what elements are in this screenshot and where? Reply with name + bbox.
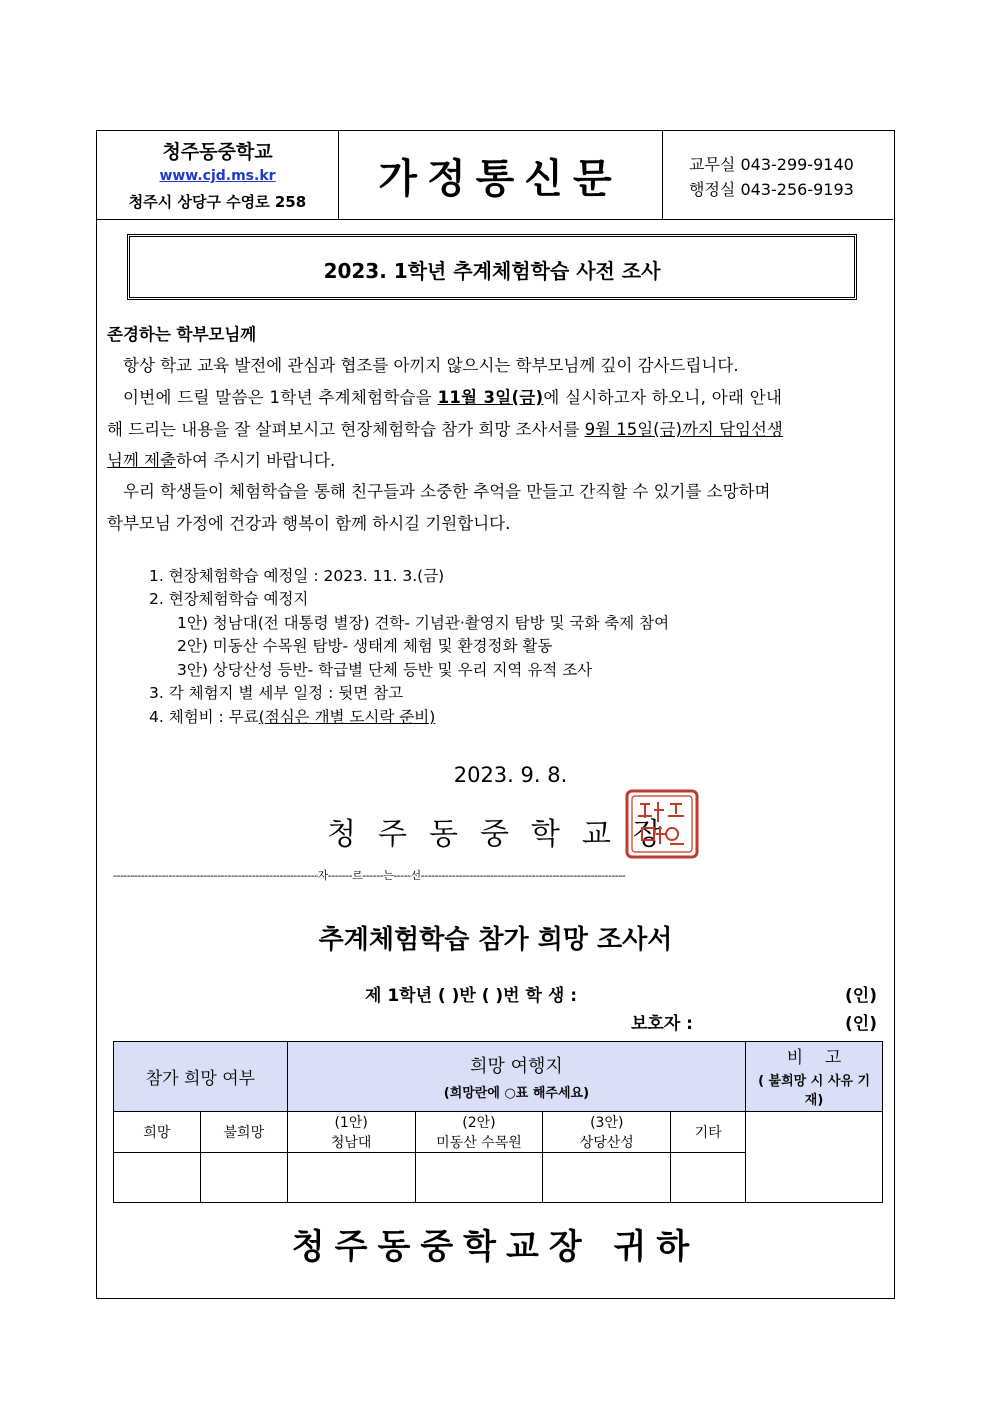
deadline: 님께 제출 bbox=[107, 451, 177, 470]
greeting: 존경하는 학부모님께 bbox=[107, 325, 257, 344]
paragraph-line: 항상 학교 교육 발전에 관심과 협조를 아끼지 않으시는 학부모님께 깊이 감사드립니다. bbox=[123, 356, 739, 375]
survey-title: 추계체험학습 참가 희망 조사서 bbox=[318, 925, 673, 955]
list-item bbox=[149, 705, 435, 727]
student-seal-mark: (인) bbox=[845, 986, 877, 1006]
destination-label: 희망 여행지 bbox=[470, 1056, 563, 1077]
paragraph-line: 학부모님 가정에 건강과 행복이 함께 하시길 기원합니다. bbox=[107, 514, 511, 533]
yes-input-cell[interactable] bbox=[114, 1153, 201, 1203]
paragraph-line bbox=[107, 416, 783, 440]
option-number: (3안) bbox=[590, 1115, 624, 1131]
option-name: 청남대 bbox=[330, 1135, 372, 1151]
guardian-seal-mark: (인) bbox=[845, 1014, 877, 1034]
text-span: 4. 체험비 : 무료 bbox=[149, 708, 259, 726]
event-date: 11월 3일(금) bbox=[437, 388, 544, 407]
header-remark bbox=[746, 1042, 883, 1112]
remark-note: ( 불희망 시 사유 기재) bbox=[758, 1074, 871, 1108]
option-number: (2안) bbox=[462, 1115, 496, 1131]
school-address: 청주시 상당구 수영로 258 bbox=[128, 193, 307, 211]
option-3-header bbox=[543, 1112, 671, 1153]
option-2-input-cell[interactable] bbox=[415, 1153, 543, 1203]
list-subitem: 2안) 미동산 수목원 탐방- 생태계 체험 및 환경정화 활동 bbox=[177, 637, 553, 655]
paragraph-line bbox=[123, 384, 782, 408]
text-span: 에 실시하고자 하오니, 아래 안내 bbox=[543, 388, 783, 407]
destination-note: (희망란에 ○표 해주세요) bbox=[443, 1086, 590, 1101]
paragraph-line bbox=[107, 447, 335, 471]
text-span: 하여 주시기 바랍니다. bbox=[176, 451, 336, 470]
option-other-header: 기타 bbox=[671, 1112, 746, 1153]
sub-header-no: 불희망 bbox=[200, 1112, 287, 1153]
sub-header-yes: 희망 bbox=[114, 1112, 201, 1153]
student-info-line: 제 1학년 ( )반 ( )번 학 생 : bbox=[365, 986, 578, 1006]
list-subitem: 1안) 청남대(전 대통령 별장) 견학- 기념관·촬영지 탐방 및 국화 축제 참여 bbox=[177, 614, 670, 632]
masthead-cell bbox=[338, 131, 663, 219]
list-subitem: 3안) 상당산성 등반- 학급별 단체 등반 및 우리 지역 유적 조사 bbox=[177, 661, 593, 679]
lunch-note: (점심은 개별 도시락 준비) bbox=[258, 708, 436, 726]
list-item: 2. 현장체험학습 예정지 bbox=[149, 590, 309, 608]
notice-title-box bbox=[127, 234, 857, 300]
school-name: 청주동중학교 bbox=[162, 141, 273, 163]
notice-title: 2023. 1학년 추계체험학습 사전 조사 bbox=[323, 259, 661, 283]
remark-input-cell[interactable] bbox=[746, 1112, 883, 1203]
issue-date: 2023. 9. 8. bbox=[453, 763, 568, 787]
closing-addressee: 청주동중학교장 귀하 bbox=[291, 1227, 700, 1267]
contact-academic-office: 교무실 043-299-9140 bbox=[689, 155, 854, 174]
option-2-header bbox=[415, 1112, 543, 1153]
text-span: 해 드리는 내용을 잘 살펴보시고 현장체험학습 참가 희망 조사서를 bbox=[107, 420, 580, 439]
cut-line: -----------------------------------------------------------자-------르------는-----선----------------------------------------------------------- bbox=[113, 869, 626, 882]
text-span: 이번에 드릴 말씀은 1학년 추계체험학습을 bbox=[123, 388, 433, 407]
option-name: 상당산성 bbox=[579, 1135, 634, 1151]
paragraph-line: 우리 학생들이 체험학습을 통해 친구들과 소중한 추억을 만들고 간직할 수 있기를 소망하며 bbox=[123, 482, 771, 501]
option-1-input-cell[interactable] bbox=[287, 1153, 415, 1203]
school-url-link[interactable]: www.cjd.ms.kr bbox=[159, 168, 276, 184]
contact-admin-office: 행정실 043-256-9193 bbox=[689, 180, 854, 199]
header-participation: 참가 희망 여부 bbox=[114, 1042, 288, 1112]
option-name: 미동산 수목원 bbox=[436, 1135, 522, 1151]
option-number: (1안) bbox=[334, 1115, 368, 1131]
no-input-cell[interactable] bbox=[200, 1153, 287, 1203]
guardian-label: 보호자 : bbox=[631, 1014, 693, 1034]
school-info bbox=[97, 131, 339, 219]
header-destination bbox=[287, 1042, 745, 1112]
letterhead bbox=[97, 131, 893, 220]
document-frame bbox=[96, 130, 895, 1299]
option-1-header bbox=[287, 1112, 415, 1153]
list-item: 3. 각 체험지 별 세부 일정 : 뒷면 참고 bbox=[149, 684, 404, 702]
option-other-input-cell[interactable] bbox=[671, 1153, 746, 1203]
option-3-input-cell[interactable] bbox=[543, 1153, 671, 1203]
masthead-title: 가정통신문 bbox=[378, 155, 622, 202]
deadline: 9월 15일(금)까지 담임선생 bbox=[584, 420, 783, 439]
remark-label: 비 고 bbox=[786, 1048, 842, 1068]
survey-table bbox=[113, 1041, 883, 1203]
official-seal-stamp bbox=[624, 788, 700, 860]
principal-signature: 청주동중학교장 bbox=[327, 817, 684, 852]
list-item: 1. 현장체험학습 예정일 : 2023. 11. 3.(금) bbox=[149, 567, 445, 585]
